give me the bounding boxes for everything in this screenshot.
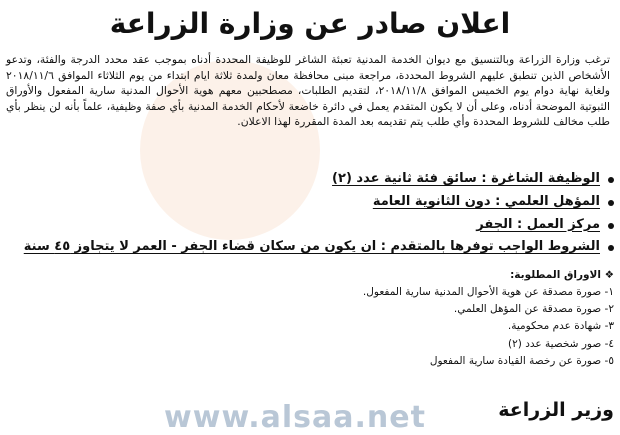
document-item: ٤- صور شخصية عدد (٢) — [508, 337, 614, 350]
required-documents-list — [54, 284, 614, 370]
document-item: ٥- صورة عن رخصة القيادة سارية المفعول — [429, 354, 614, 367]
job-conditions-list — [10, 168, 614, 259]
condition-text: مركز العمل : الجفر — [476, 216, 600, 232]
signature: وزير الزراعة — [498, 399, 614, 421]
announcement-title: اعلان صادر عن وزارة الزراعة — [109, 7, 511, 40]
condition-item — [10, 214, 614, 237]
required-documents — [54, 266, 614, 370]
condition-item — [10, 168, 614, 191]
condition-text: الشروط الواجب توفرها بالمتقدم : ان يكون من سكان قضاء الجفر - العمر لا يتجاوز ٤٥ سنة — [23, 239, 600, 255]
condition-text: المؤهل العلمي : دون الثانوية العامة — [372, 193, 600, 209]
condition-text: الوظيفة الشاغرة : سائق فئة ثانية عدد (٢) — [332, 171, 600, 186]
watermark-text: www.alsaa.net — [164, 400, 426, 435]
required-documents-title: ❖ الاوراق المطلوبة: — [510, 269, 614, 281]
document-item: ١- صورة مصدقة عن هوية الأحوال المدنية سارية المفعول. — [362, 286, 614, 298]
bullet-icon — [608, 177, 614, 183]
bullet-icon — [608, 200, 614, 206]
document-item: ٢- صورة مصدقة عن المؤهل العلمي. — [453, 303, 614, 316]
condition-item — [10, 236, 614, 259]
announcement-intro: ترغب وزارة الزراعة وبالتنسيق مع ديوان الخدمة المدنية تعبئة الشاغر للوظيفة المحددة أدناه بموجب عقد محدد الدرجة والفئة، وتدعو الأشخاص الذين تنطبق عليهم الشروط المحددة، مراجعة مبنى محافظة معان ولمدة ثلاثة ايام ابتداء من يوم الثلاثاء الموافق ٢٠١٨/١١/٦ ولغاية نهاية دوام يوم الخميس الموافق ٢٠١٨/١١/٨، لتقديم الطلبات، مصطحبين معهم هوية الأحوال المدنية سارية المفعول والأوراق الثبوتية الموضحة أدناه، وعلى أن لا يكون المتقدم يعمل في دائرة خاضعة لأحكام الخدمة المدنية بأي صفة وظيفية، علماً بأنه لن ينظر بأي طلب مخالف للشروط المحددة وأي طلب يتم تقديمه بعد المدة المقررة لهذا الاعلان. — [6, 53, 610, 128]
document-item: ٣- شهادة عدم محكومية. — [507, 320, 614, 333]
condition-item — [10, 191, 614, 214]
bullet-icon — [608, 223, 614, 229]
bullet-icon — [608, 245, 614, 251]
